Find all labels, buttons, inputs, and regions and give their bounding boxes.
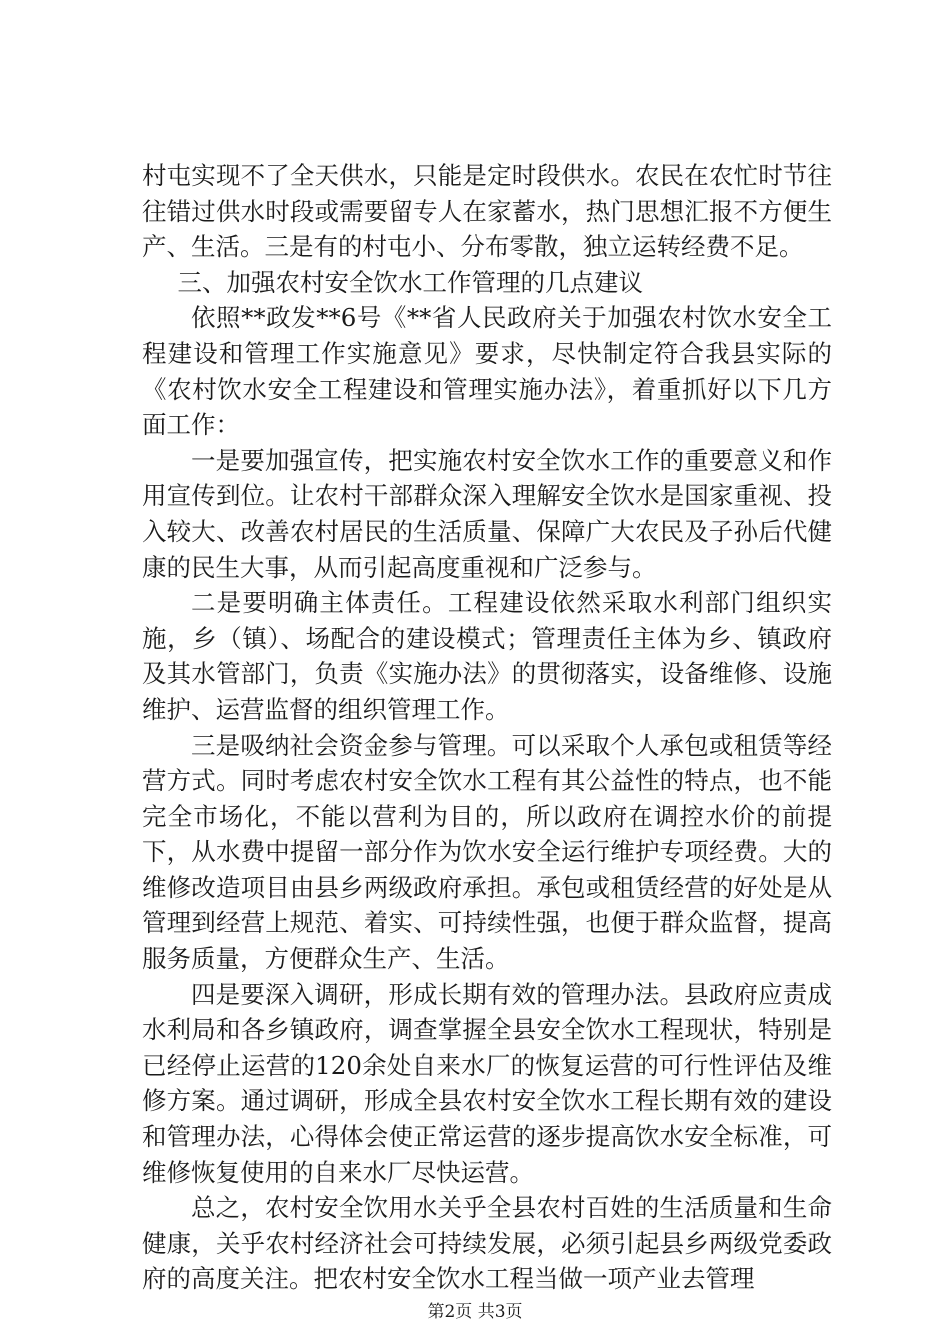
paragraph-point-one: 一是要加强宣传，把实施农村安全饮水工作的重要意义和作用宣传到位。让农村干部群众深入理解安全饮水是国家重视、投入较大、改善农村居民的生活质量、保障广大农民及子孙后代健康的民生大事，从而引起高度重视和广泛参与。 bbox=[142, 445, 832, 582]
paragraph-continuation: 村屯实现不了全天供水，只能是定时段供水。农民在农忙时节往往错过供水时段或需要留专人在家蓄水，热门思想汇报不方便生产、生活。三是有的村屯小、分布零散，独立运转经费不足。 bbox=[142, 161, 832, 262]
document-body bbox=[142, 158, 832, 1297]
page-number-footer: 第2页 共3页 bbox=[427, 1302, 523, 1322]
paragraph-point-two: 二是要明确主体责任。工程建设依然采取水利部门组织实施，乡（镇）、场配合的建设模式；管理责任主体为乡、镇政府及其水管部门，负责《实施办法》的贯彻落实，设备维修、设施维护、运营监督的组织管理工作。 bbox=[142, 588, 832, 724]
paragraph-point-three: 三是吸纳社会资金参与管理。可以采取个人承包或租赁等经营方式。同时考虑农村安全饮水工程有其公益性的特点，也不能完全市场化，不能以营利为目的，所以政府在调控水价的前提下，从水费中提留一部分作为饮水安全运行维护专项经费。大的维修改造项目由县乡两级政府承担。承包或租赁经营的好处是从管理到经营上规范、着实、可持续性强，也便于群众监督，提高服务质量，方便群众生产、生活。 bbox=[142, 730, 832, 974]
paragraph-point-four: 四是要深入调研，形成长期有效的管理办法。县政府应责成水利局和各乡镇政府，调查掌握全县安全饮水工程现状，特别是已经停止运营的120余处自来水厂的恢复运营的可行性评估及维修方案。通过调研，形成全县农村安全饮水工程长期有效的建设和管理办法，心得体会使正常运营的逐步提高饮水安全标准，可维修恢复使用的自来水厂尽快运营。 bbox=[142, 979, 832, 1187]
paragraph-conclusion: 总之，农村安全饮用水关乎全县农村百姓的生活质量和生命健康，关乎农村经济社会可持续发展，必须引起县乡两级党委政府的高度关注。把农村安全饮水工程当做一项产业去管理 bbox=[142, 1193, 832, 1294]
paragraph-basis: 依照**政发**6号《**省人民政府关于加强农村饮水安全工程建设和管理工作实施意见》要求，尽快制定符合我县实际的《农村饮水安全工程建设和管理实施办法》，着重抓好以下几方面工作： bbox=[142, 303, 832, 440]
section-heading: 三、加强农村安全饮水工作管理的几点建议 bbox=[177, 267, 644, 297]
